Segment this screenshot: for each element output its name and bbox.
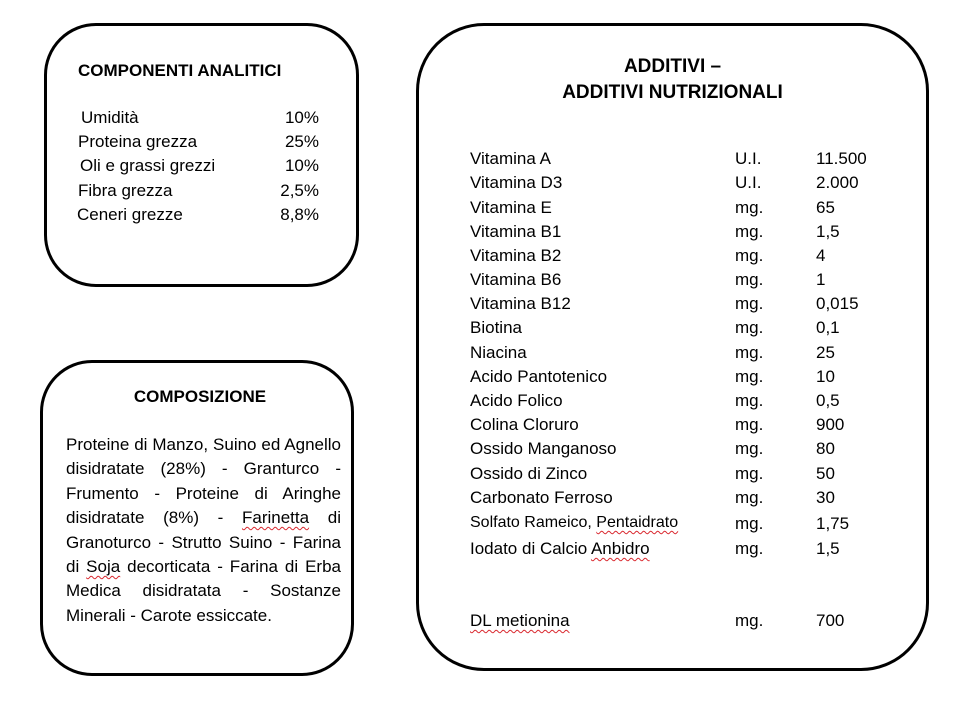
additive-name-part: Pentaidrato bbox=[596, 514, 679, 531]
analytical-row bbox=[0, 205, 360, 229]
additive-unit: mg. bbox=[735, 514, 764, 533]
additive-value: 2.000 bbox=[816, 173, 859, 192]
additive-value: 1,75 bbox=[816, 514, 850, 533]
additive-unit: mg. bbox=[735, 415, 764, 434]
additive-row bbox=[470, 391, 910, 415]
additive-row bbox=[470, 318, 910, 342]
additive-row bbox=[470, 367, 910, 391]
additive-name-part: Solfato Rameico, bbox=[470, 514, 597, 531]
additive-value: 700 bbox=[816, 611, 845, 630]
additive-unit: mg. bbox=[735, 391, 764, 410]
additive-row bbox=[470, 294, 910, 318]
additive-value: 1,5 bbox=[816, 539, 840, 558]
additive-name bbox=[470, 539, 650, 559]
additive-unit: mg. bbox=[735, 464, 764, 483]
additive-name: Vitamina B6 bbox=[470, 270, 562, 289]
additive-name: Acido Folico bbox=[470, 391, 563, 410]
additive-value: 30 bbox=[816, 488, 835, 507]
analytical-row-name: Ceneri grezze bbox=[77, 205, 183, 224]
additive-row bbox=[470, 246, 910, 270]
additive-value: 25 bbox=[816, 343, 835, 362]
additive-value: 10 bbox=[816, 367, 835, 386]
analytical-row bbox=[0, 181, 360, 205]
additive-unit: mg. bbox=[735, 439, 764, 458]
additive-unit: mg. bbox=[735, 198, 764, 217]
additive-row bbox=[470, 539, 910, 563]
additive-name: Carbonato Ferroso bbox=[470, 488, 613, 507]
additive-row bbox=[470, 439, 910, 463]
additive-value: 11.500 bbox=[816, 149, 867, 168]
analytical-row bbox=[0, 132, 360, 156]
additive-row bbox=[470, 611, 910, 635]
additive-row bbox=[470, 488, 910, 512]
additive-name: Vitamina A bbox=[470, 149, 551, 168]
additive-unit: mg. bbox=[735, 611, 764, 630]
additive-row bbox=[470, 222, 910, 246]
additives-title bbox=[416, 54, 929, 106]
additive-row bbox=[470, 464, 910, 488]
additive-row bbox=[470, 415, 910, 439]
additive-value: 1 bbox=[816, 270, 826, 289]
additives-title-line1: ADDITIVI – bbox=[623, 56, 722, 77]
additive-name: Colina Cloruro bbox=[470, 415, 579, 434]
additive-value: 0,5 bbox=[816, 391, 840, 410]
analytical-row-name: Fibra grezza bbox=[78, 181, 173, 200]
composition-text-part: Farinetta bbox=[241, 508, 310, 528]
additive-name bbox=[470, 514, 678, 532]
composition-text-part: Soja bbox=[86, 557, 121, 577]
additive-name: Acido Pantotenico bbox=[470, 367, 608, 386]
additive-row bbox=[470, 270, 910, 294]
additive-value: 65 bbox=[816, 198, 835, 217]
additive-name: Ossido Manganoso bbox=[470, 439, 617, 458]
additive-unit: mg. bbox=[735, 270, 764, 289]
additive-unit: mg. bbox=[735, 367, 764, 386]
additive-value: 80 bbox=[816, 439, 835, 458]
additive-name-part: Iodato di Calcio bbox=[470, 539, 591, 558]
analytical-row-value: 8,8% bbox=[280, 205, 319, 224]
additive-unit: mg. bbox=[735, 488, 764, 507]
additive-unit: mg. bbox=[735, 318, 764, 337]
composition-text-part: decorticata - Farina di Erba Medica disidratata - Sostanze Minerali - Carote essiccate. bbox=[66, 557, 341, 625]
composition-title: COMPOSIZIONE bbox=[133, 387, 267, 406]
additive-name: Vitamina E bbox=[470, 198, 552, 217]
additive-unit: mg. bbox=[735, 539, 764, 558]
additive-unit: mg. bbox=[735, 294, 764, 313]
analytical-components-title: COMPONENTI ANALITICI bbox=[78, 61, 282, 80]
additive-value: 1,5 bbox=[816, 222, 840, 241]
composition-text-part: di Granoturco - Strutto Suino - Farina di bbox=[66, 508, 341, 577]
additive-name: Vitamina B12 bbox=[470, 294, 571, 313]
additive-name: Vitamina B1 bbox=[470, 222, 562, 241]
additives-title-line2: ADDITIVI NUTRIZIONALI bbox=[562, 82, 783, 103]
analytical-row bbox=[0, 156, 360, 180]
additive-row bbox=[470, 149, 910, 173]
composition-text bbox=[66, 433, 341, 628]
additive-name: Biotina bbox=[470, 318, 522, 337]
additive-unit: U.I. bbox=[735, 149, 762, 168]
additive-row bbox=[470, 514, 910, 538]
analytical-row-name: Umidità bbox=[81, 108, 139, 127]
additive-value: 4 bbox=[816, 246, 826, 265]
analytical-row-value: 2,5% bbox=[280, 181, 319, 200]
additive-name: Vitamina D3 bbox=[470, 173, 563, 192]
analytical-row-value: 25% bbox=[284, 132, 319, 151]
additive-value: 50 bbox=[816, 464, 835, 483]
additive-unit: U.I. bbox=[735, 173, 762, 192]
additive-unit: mg. bbox=[735, 222, 764, 241]
analytical-row bbox=[0, 108, 360, 132]
additive-unit: mg. bbox=[735, 343, 764, 362]
additive-name: Vitamina B2 bbox=[470, 246, 562, 265]
analytical-row-name: Oli e grassi grezzi bbox=[80, 156, 216, 175]
analytical-row-name: Proteina grezza bbox=[78, 132, 198, 151]
additive-name: Niacina bbox=[470, 343, 527, 362]
analytical-row-value: 10% bbox=[284, 156, 319, 175]
additive-row bbox=[470, 343, 910, 367]
additive-value: 900 bbox=[816, 415, 845, 434]
additive-name: DL metionina bbox=[470, 611, 570, 630]
additive-unit: mg. bbox=[735, 246, 764, 265]
additive-row bbox=[470, 198, 910, 222]
additive-name-part: Anbidro bbox=[590, 539, 650, 558]
additive-row bbox=[470, 173, 910, 197]
additive-value: 0,1 bbox=[816, 318, 840, 337]
additive-value: 0,015 bbox=[816, 294, 859, 313]
composition-text-part: Proteine di Manzo, Suino ed Agnello disidratate (28%) - Granturco - Frumento - Proteine di Aringhe disidratate (8%) - bbox=[66, 435, 341, 528]
analytical-row-value: 10% bbox=[284, 108, 319, 127]
additive-name: Ossido di Zinco bbox=[470, 464, 588, 483]
